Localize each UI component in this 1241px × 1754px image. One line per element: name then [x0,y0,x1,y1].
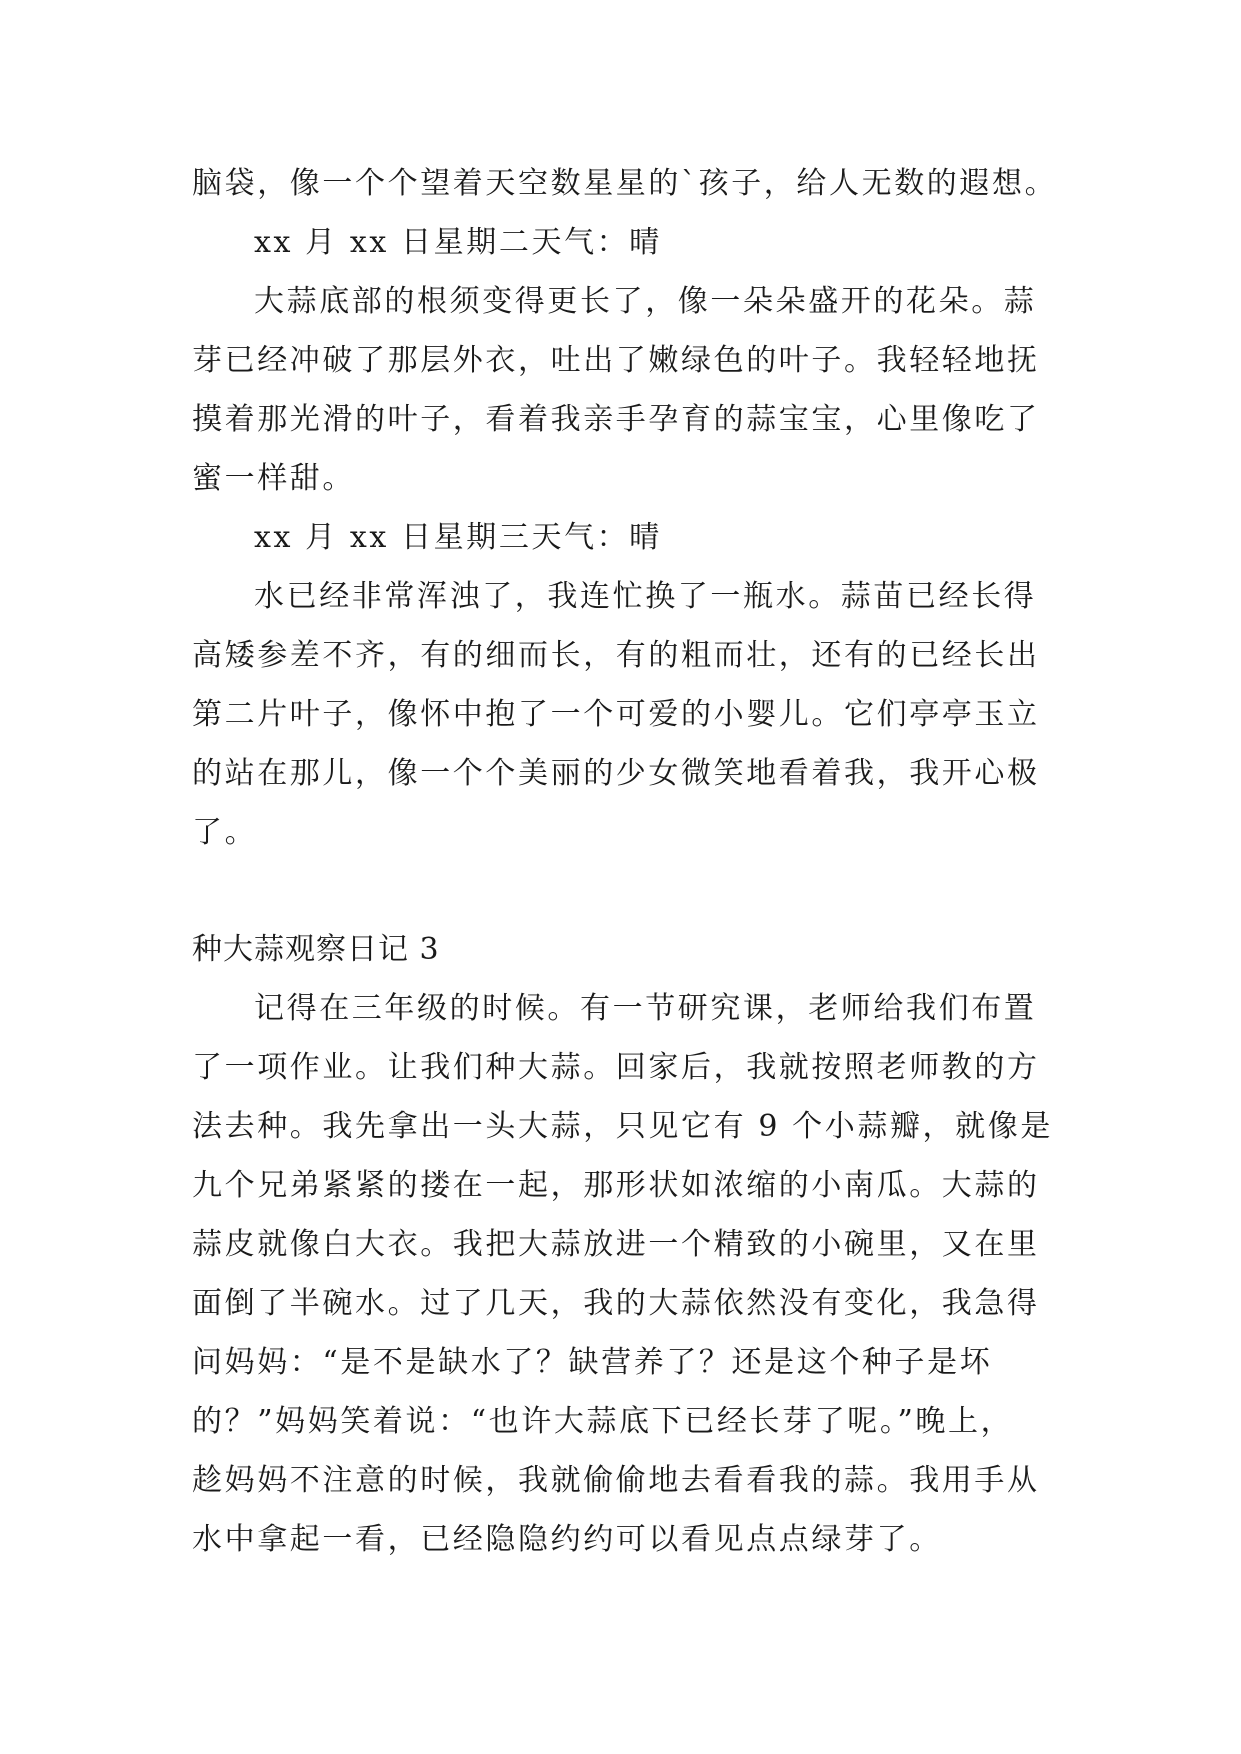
text-line: 摸着那光滑的叶子，看着我亲手孕育的蒜宝宝，心里像吃了 [192,402,1040,437]
text-line: 大蒜底部的根须变得更长了，像一朵朵盛开的花朵。蒜 [254,284,1037,319]
text-line: 了一项作业。让我们种大蒜。回家后，我就按照老师教的方 [192,1050,1040,1085]
text-line: 九个兄弟紧紧的搂在一起，那形状如浓缩的小南瓜。大蒜的 [192,1168,1040,1203]
text-line: 的？”妈妈笑着说：“也许大蒜底下已经长芽了呢。”晚上， [192,1404,1014,1439]
text-line: 芽已经冲破了那层外衣，吐出了嫩绿色的叶子。我轻轻地抚 [192,343,1040,378]
text-line: 蒜皮就像白大衣。我把大蒜放进一个精致的小碗里，又在里 [192,1227,1040,1262]
text-line: 高矮参差不齐，有的细而长，有的粗而壮，还有的已经长出 [192,638,1040,673]
text-line: 第二片叶子，像怀中抱了一个可爱的小婴儿。它们亭亭玉立 [192,697,1040,732]
text-line: 面倒了半碗水。过了几天，我的大蒜依然没有变化，我急得 [192,1286,1040,1321]
text-line: 水中拿起一看，已经隐隐约约可以看见点点绿芽了。 [192,1522,942,1557]
text-line: 的站在那儿，像一个个美丽的少女微笑地看着我，我开心极 [192,756,1040,791]
text-line: 趁妈妈不注意的时候，我就偷偷地去看看我的蒜。我用手从 [192,1463,1040,1498]
text-line: 水已经非常浑浊了，我连忙换了一瓶水。蒜苗已经长得 [254,579,1037,614]
text-line: 脑袋，像一个个望着天空数星星的`孩子，给人无数的遐想。 [192,166,1058,201]
section-heading: 种大蒜观察日记 3 [192,932,440,967]
text-line: 了。 [192,815,258,850]
text-line: 蜜一样甜。 [192,461,355,496]
text-line: 法去种。我先拿出一头大蒜，只见它有 9 个小蒜瓣，就像是 [192,1109,1053,1144]
text-line: 问妈妈：“是不是缺水了？缺营养了？还是这个种子是坏 [192,1345,993,1380]
text-line: 记得在三年级的时候。有一节研究课，老师给我们布置 [254,991,1037,1026]
diary-date-line: xx 月 xx 日星期二天气：晴 [254,225,662,260]
diary-date-line: xx 月 xx 日星期三天气：晴 [254,520,662,555]
